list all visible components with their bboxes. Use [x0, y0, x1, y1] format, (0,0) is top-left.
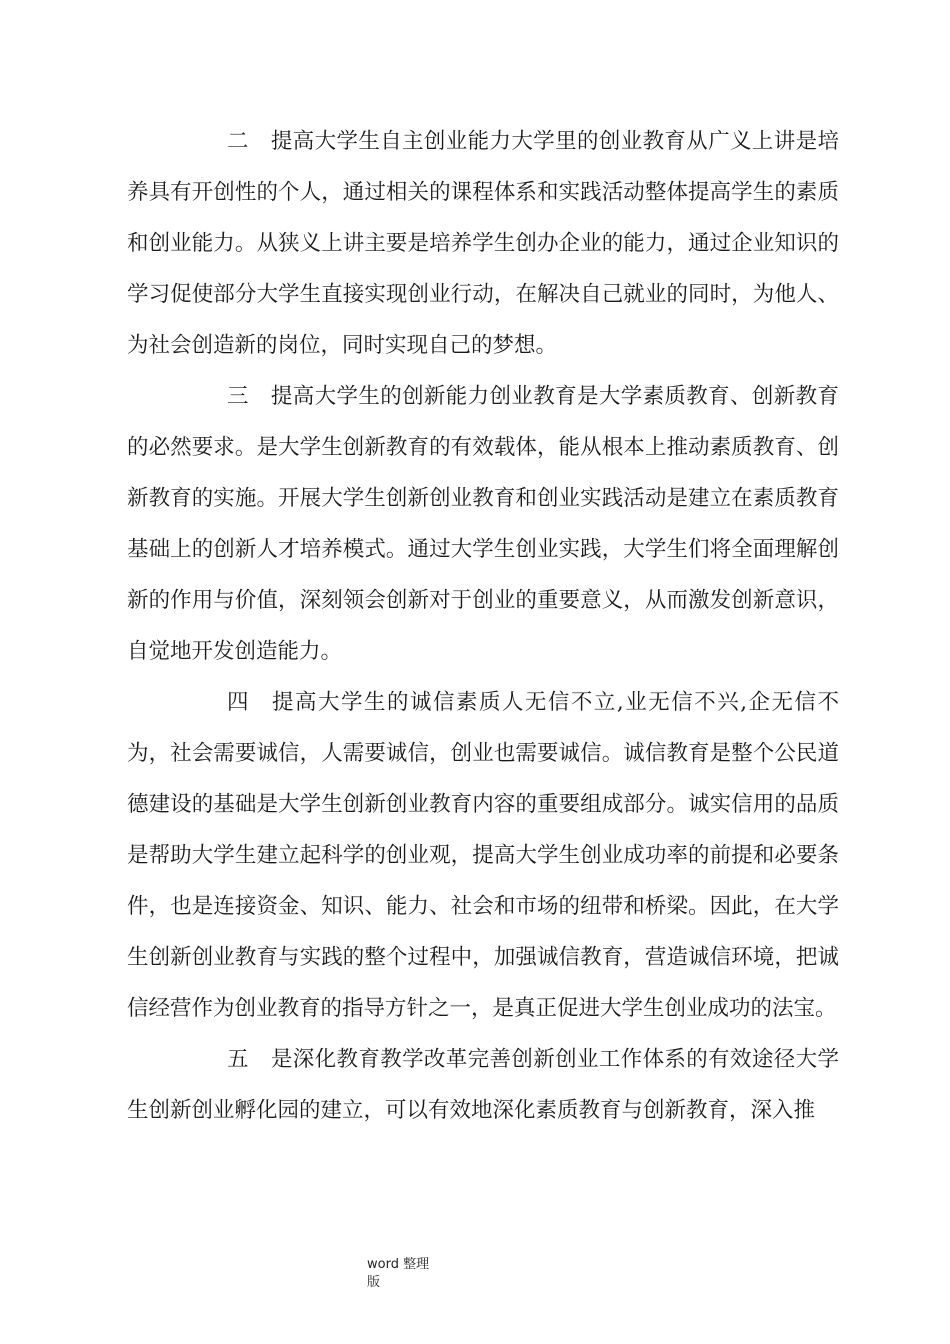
- paragraph-number: 五: [227, 1047, 249, 1072]
- paragraph-text: 是深化教育教学改革完善创新创业工作体系的有效途径大学生创新创业孵化园的建立，可以有效地深化素质教育与创新教育，深入推: [127, 1047, 839, 1123]
- paragraph-number: 四: [227, 690, 249, 715]
- footer-line-1: word 整理: [367, 1257, 430, 1272]
- paragraph-number: 二: [227, 129, 249, 154]
- paragraph-text: 提高大学生的诚信素质人无信不立,业无信不兴,企无信不为，社会需要诚信，人需要诚信，创业也需要诚信。诚信教育是整个公民道德建设的基础是大学生创新创业教育内容的重要组成部分。诚实信用的品质是帮助大学生建立起科学的创业观，提高大学生创业成功率的前提和必要条件，也是连接资金、知识、能力、社会和市场的纽带和桥梁。因此，在大学生创新创业教育与实践的整个过程中，加强诚信教育，营造诚信环境，把诚信经营作为创业教育的指导方针之一，是真正促进大学生创业成功的法宝。: [127, 690, 839, 1021]
- document-body: [127, 116, 839, 1136]
- paragraph-text: 提高大学生自主创业能力大学里的创业教育从广义上讲是培养具有开创性的个人，通过相关的课程体系和实践活动整体提高学生的素质和创业能力。从狭义上讲主要是培养学生创办企业的能力，通过企业知识的学习促使部分大学生直接实现创业行动，在解决自己就业的同时，为他人、为社会创造新的岗位，同时实现自己的梦想。: [127, 129, 839, 358]
- footer-line-2: 版: [367, 1275, 381, 1290]
- page-footer: [367, 1256, 447, 1292]
- paragraph-text: 提高大学生的创新能力创业教育是大学素质教育、创新教育的必然要求。是大学生创新教育的有效载体，能从根本上推动素质教育、创新教育的实施。开展大学生创新创业教育和创业实践活动是建立在素质教育基础上的创新人才培养模式。通过大学生创业实践，大学生们将全面理解创新的作用与价值，深刻领会创新对于创业的重要意义，从而激发创新意识，自觉地开发创造能力。: [127, 384, 839, 664]
- paragraph-5: [127, 1034, 839, 1136]
- paragraph-2: [127, 116, 839, 371]
- paragraph-number: 三: [227, 384, 249, 409]
- paragraph-4: [127, 677, 839, 1034]
- paragraph-3: [127, 371, 839, 677]
